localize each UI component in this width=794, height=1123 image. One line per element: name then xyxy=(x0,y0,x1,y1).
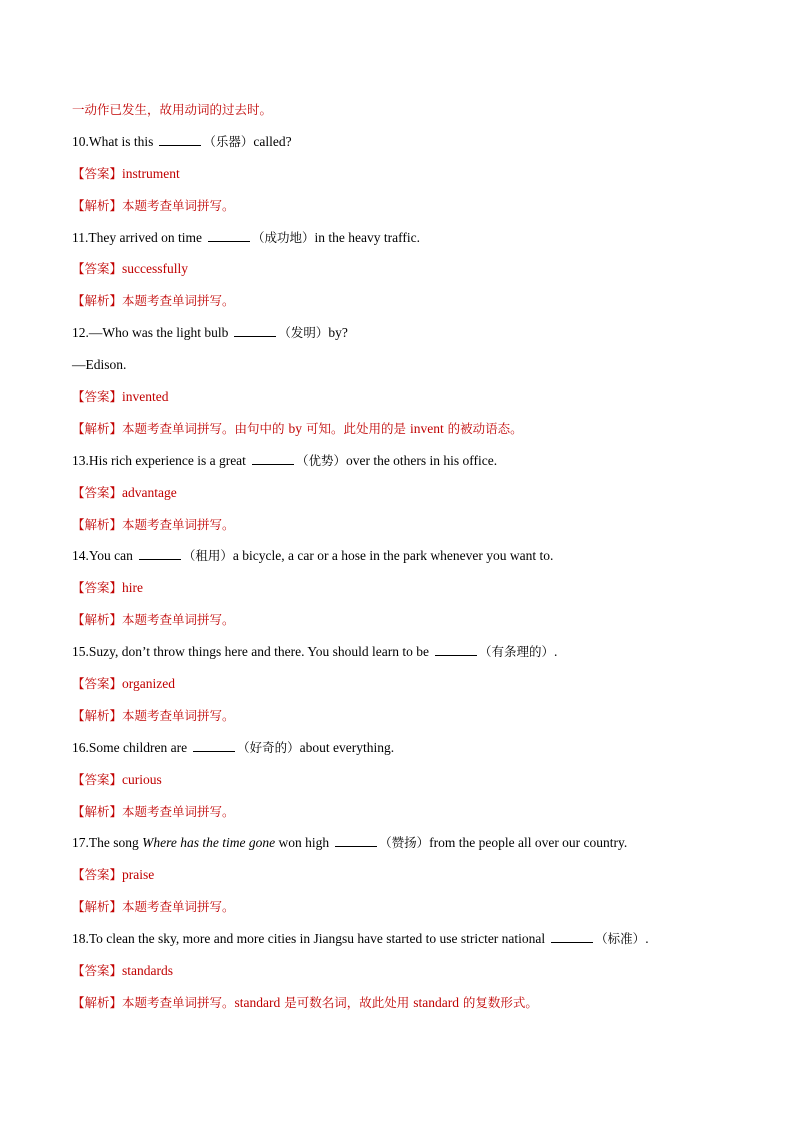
analysis-line-15 xyxy=(72,704,722,736)
question-hint: （赞扬） xyxy=(379,835,430,851)
answer-line-14 xyxy=(72,576,722,608)
analysis-label: 【解析】 xyxy=(72,994,123,1010)
question-number: 16. xyxy=(72,739,89,755)
analysis-text: 本题考查单词拼写。由句中的 xyxy=(122,420,289,436)
question-hint: （优势） xyxy=(295,452,346,468)
answer-line-10 xyxy=(72,162,722,194)
answer-blank xyxy=(208,230,250,242)
answer-label: 【答案】 xyxy=(72,389,123,405)
analysis-line-18 xyxy=(72,991,722,1023)
question-text: You can xyxy=(88,548,133,564)
analysis-line-10 xyxy=(72,194,722,226)
question-text: Some children are xyxy=(88,739,188,755)
answer-value: instrument xyxy=(122,165,180,181)
answer-value: hire xyxy=(122,580,144,596)
answer-blank xyxy=(139,548,181,560)
analysis-keyword: standard xyxy=(413,994,459,1010)
question-text: in the heavy traffic. xyxy=(314,229,420,245)
question-16 xyxy=(72,736,722,768)
answer-label: 【答案】 xyxy=(72,867,123,883)
question-text: by? xyxy=(328,325,348,341)
question-14 xyxy=(72,544,722,576)
analysis-keyword: by xyxy=(288,420,302,436)
analysis-line-14 xyxy=(72,608,722,640)
song-title: Where has the time gone xyxy=(142,835,276,851)
answer-line-12 xyxy=(72,385,722,417)
question-hint: （发明） xyxy=(278,325,329,341)
question-text: over the others in his office. xyxy=(345,452,498,468)
analysis-text: 本题考查单词拼写。 xyxy=(122,707,235,723)
answer-label: 【答案】 xyxy=(72,771,123,787)
answer-blank xyxy=(234,325,276,337)
analysis-label: 【解析】 xyxy=(72,516,123,532)
answer-label: 【答案】 xyxy=(72,963,123,979)
answer-label: 【答案】 xyxy=(72,580,123,596)
analysis-keyword: standard xyxy=(234,994,281,1010)
question-text: The song xyxy=(88,835,143,851)
analysis-line-12 xyxy=(72,417,722,449)
answer-blank xyxy=(193,740,235,752)
question-hint: （有条理的） xyxy=(478,644,554,660)
answer-value: invented xyxy=(122,389,169,405)
question-13 xyxy=(72,449,722,481)
answer-value: curious xyxy=(122,771,162,787)
question-text: They arrived on time xyxy=(88,229,202,245)
analysis-label: 【解析】 xyxy=(72,420,123,436)
analysis-label: 【解析】 xyxy=(72,899,123,915)
question-10 xyxy=(72,130,722,162)
question-17 xyxy=(72,831,722,863)
analysis-text: 的复数形式。 xyxy=(458,994,538,1010)
question-15 xyxy=(72,640,722,672)
analysis-label: 【解析】 xyxy=(72,707,123,723)
answer-line-16 xyxy=(72,768,722,800)
question-number: 17. xyxy=(72,835,89,851)
analysis-text: 本题考查单词拼写。 xyxy=(122,612,235,628)
question-number: 18. xyxy=(72,931,89,947)
analysis-text: 本题考查单词拼写。 xyxy=(122,293,235,309)
question-hint: （标准） xyxy=(595,931,646,947)
answer-line-17 xyxy=(72,863,722,895)
answer-value: praise xyxy=(122,867,155,883)
analysis-line-17 xyxy=(72,895,722,927)
worksheet-page xyxy=(72,98,722,1023)
analysis-text: 的被动语态。 xyxy=(443,420,523,436)
answer-line-18 xyxy=(72,959,722,991)
answer-line-13 xyxy=(72,481,722,513)
question-number: 13. xyxy=(72,452,89,468)
analysis-text: 本题考查单词拼写。 xyxy=(122,803,235,819)
answer-line-15 xyxy=(72,672,722,704)
analysis-text: 本题考查单词拼写。 xyxy=(122,516,235,532)
answer-value: organized xyxy=(122,676,175,692)
question-text: —Edison. xyxy=(72,357,127,373)
analysis-line-13 xyxy=(72,513,722,545)
question-text: —Who was the light bulb xyxy=(88,325,229,341)
analysis-text: 是可数名词，故此处用 xyxy=(280,994,414,1010)
question-12-reply xyxy=(72,353,722,385)
answer-blank xyxy=(435,644,477,656)
question-number: 12. xyxy=(72,325,89,341)
answer-blank xyxy=(551,931,593,943)
analysis-text: 可知。此处用的是 xyxy=(302,420,410,436)
question-hint: （租用） xyxy=(182,548,233,564)
question-18 xyxy=(72,927,722,959)
question-text: about everything. xyxy=(299,739,395,755)
answer-blank xyxy=(159,134,201,146)
answer-label: 【答案】 xyxy=(72,261,123,277)
question-text: won high xyxy=(275,835,330,851)
analysis-text: 本题考查单词拼写。 xyxy=(122,197,235,213)
analysis-text: 本题考查单词拼写。 xyxy=(122,899,235,915)
answer-label: 【答案】 xyxy=(72,484,123,500)
question-text: To clean the sky, more and more cities in Jiangsu have started to use stricter national xyxy=(88,931,546,947)
question-text: a bicycle, a car or a hose in the park whenever you want to. xyxy=(232,548,554,564)
question-hint: （乐器） xyxy=(203,133,254,149)
analysis-label: 【解析】 xyxy=(72,803,123,819)
question-text: from the people all over our country. xyxy=(429,835,628,851)
lead-text: 一动作已发生，故用动词的过去时。 xyxy=(72,102,273,117)
question-hint: （成功地） xyxy=(251,229,315,245)
question-text: . xyxy=(645,931,649,947)
answer-label: 【答案】 xyxy=(72,676,123,692)
analysis-line-11 xyxy=(72,289,722,321)
answer-line-11 xyxy=(72,257,722,289)
question-12 xyxy=(72,321,722,353)
question-text: called? xyxy=(253,133,292,149)
question-hint: （好奇的） xyxy=(237,739,300,755)
analysis-label: 【解析】 xyxy=(72,197,123,213)
analysis-label: 【解析】 xyxy=(72,293,123,309)
analysis-label: 【解析】 xyxy=(72,612,123,628)
answer-value: advantage xyxy=(122,484,177,500)
question-number: 10. xyxy=(72,133,89,149)
question-text: What is this xyxy=(88,133,154,149)
analysis-line-16 xyxy=(72,800,722,832)
question-11 xyxy=(72,226,722,258)
question-number: 11. xyxy=(72,229,89,245)
analysis-keyword: invent xyxy=(409,420,444,436)
question-text: . xyxy=(553,644,558,660)
answer-blank xyxy=(335,835,377,847)
answer-value: standards xyxy=(122,963,174,979)
question-number: 15. xyxy=(72,644,89,660)
analysis-text: 本题考查单词拼写。 xyxy=(122,994,235,1010)
question-text: His rich experience is a great xyxy=(88,452,246,468)
question-number: 14. xyxy=(72,548,89,564)
question-text: Suzy, don’t throw things here and there. You should learn to be xyxy=(88,644,429,660)
answer-value: successfully xyxy=(122,261,188,277)
answer-label: 【答案】 xyxy=(72,165,123,181)
answer-blank xyxy=(252,453,294,465)
